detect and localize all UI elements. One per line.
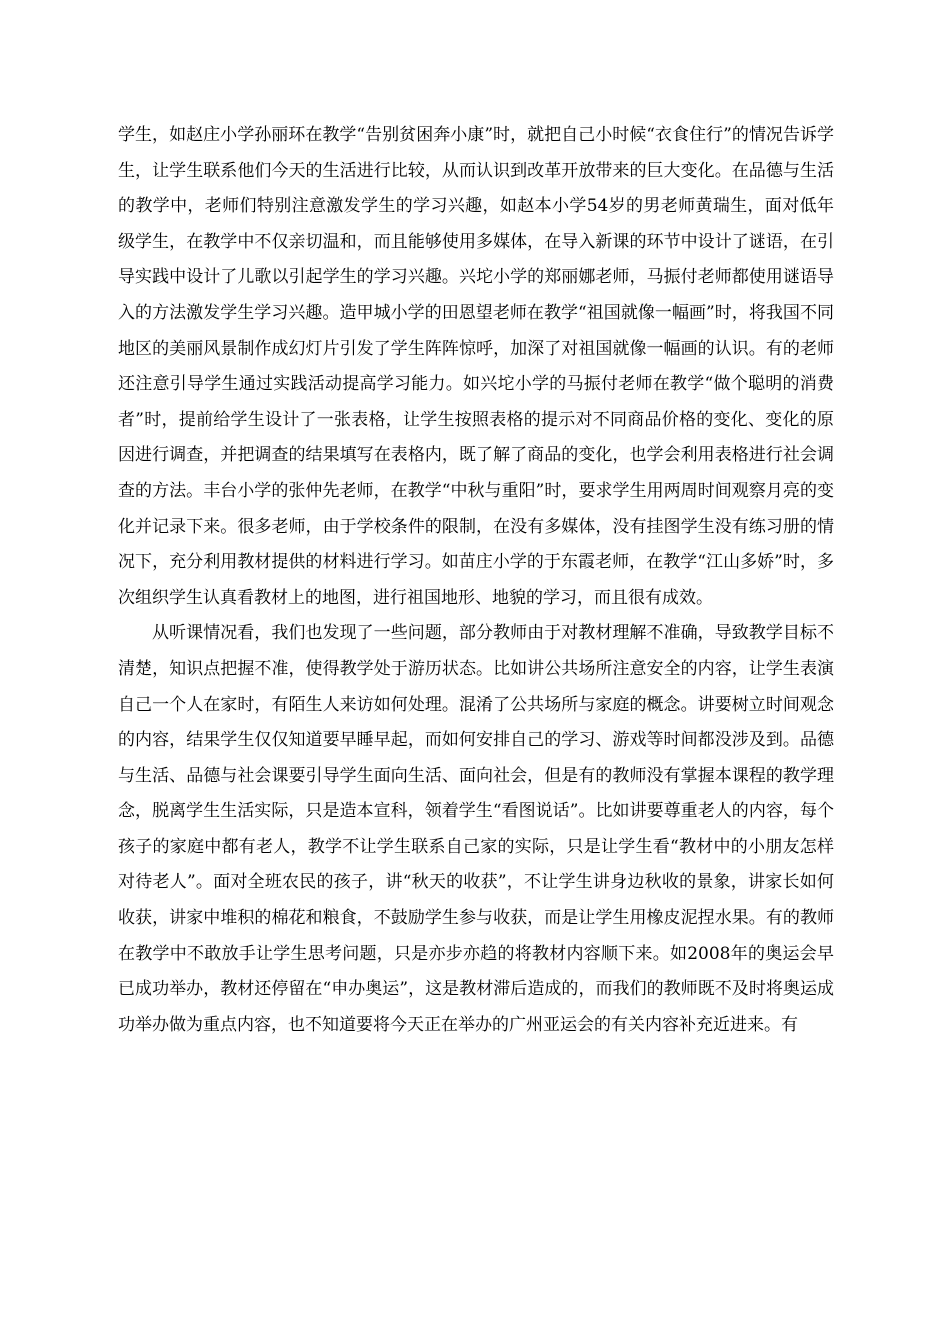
- paragraph-1: 学生，如赵庄小学孙丽环在教学“告别贫困奔小康”时，就把自己小时候“衣食住行”的情况告诉学生，让学生联系他们今天的生活进行比较，从而认识到改革开放带来的巨大变化。在品德与生活的教学中，老师们特别注意激发学生的学习兴趣，如赵本小学54岁的男老师黄瑞生，面对低年级学生，在教学中不仅亲切温和，而且能够使用多媒体，在导入新课的环节中设计了谜语，在引导实践中设计了儿歌以引起学生的学习兴趣。兴坨小学的郑丽娜老师，马振付老师都使用谜语导入的方法激发学生学习兴趣。造甲城小学的田恩望老师在教学“祖国就像一幅画”时，将我国不同地区的美丽风景制作成幻灯片引发了学生阵阵惊呼，加深了对祖国就像一幅画的认识。有的老师还注意引导学生通过实践活动提高学习能力。如兴坨小学的马振付老师在教学“做个聪明的消费者”时，提前给学生设计了一张表格，让学生按照表格的提示对不同商品价格的变化、变化的原因进行调查，并把调查的结果填写在表格内，既了解了商品的变化，也学会利用表格进行社会调查的方法。丰台小学的张仲先老师，在教学“中秋与重阳”时，要求学生用两周时间观察月亮的变化并记录下来。很多老师，由于学校条件的限制，在没有多媒体，没有挂图学生没有练习册的情况下，充分利用教材提供的材料进行学习。如苗庄小学的于东霞老师，在教学“江山多娇”时，多次组织学生认真看教材上的地图，进行祖国地形、地貌的学习，而且很有成效。: [118, 125, 834, 608]
- paragraph-2: 从听课情况看，我们也发现了一些问题，部分教师由于对教材理解不准确，导致教学目标不清楚，知识点把握不准，使得教学处于游历状态。比如讲公共场所注意安全的内容，让学生表演自己一个人在家时，有陌生人来访如何处理。混淆了公共场所与家庭的概念。讲要树立时间观念的内容，结果学生仅仅知道要早睡早起，而如何安排自己的学习、游戏等时间都没涉及到。品德与生活、品德与社会课要引导学生面向生活、面向社会，但是有的教师没有掌握本课程的教学理念，脱离学生生活实际，只是造本宣科，领着学生“看图说话”。比如讲要尊重老人的内容，每个孩子的家庭中都有老人，教学不让学生联系自己家的实际，只是让学生看“教材中的小朋友怎样对待老人”。面对全班农民的孩子，讲“秋天的收获”，不让学生讲身边秋收的景象，讲家长如何收获，讲家中堆积的棉花和粮食，不鼓励学生参与收获，而是让学生用橡皮泥捏水果。有的教师在教学中不敢放手让学生思考问题，只是亦步亦趋的将教材内容顺下来。如2008年的奥运会早已成功举办，教材还停留在“申办奥运”，这是教材滞后造成的，而我们的教师既不及时将奥运成功举办做为重点内容，也不知道要将今天正在举办的广州亚运会的有关内容补充近进来。有: [118, 623, 834, 1035]
- document-body: [118, 118, 834, 1043]
